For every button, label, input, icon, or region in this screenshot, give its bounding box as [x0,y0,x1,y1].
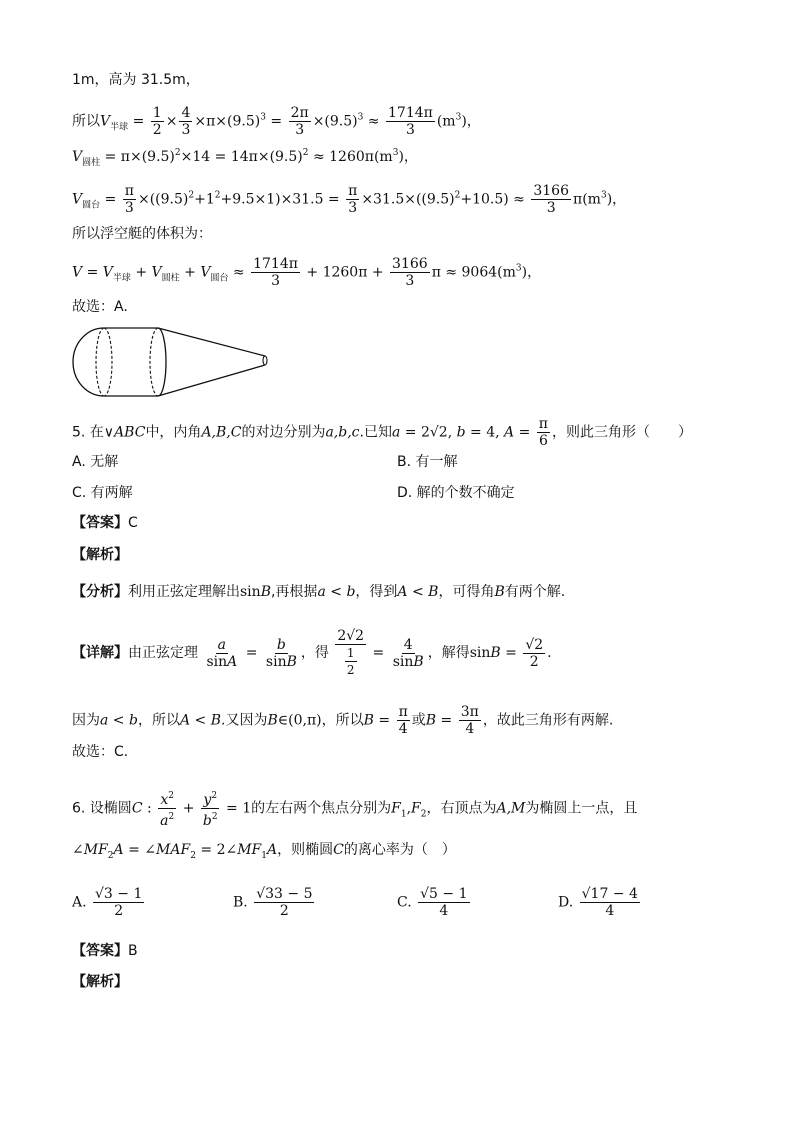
q6-analysis-label: 【解析】 [72,974,128,990]
q5-analysis-label: 【解析】 [72,547,128,563]
q5-answer: 【答案】C [72,515,138,531]
q5-xiangjie: 【详解】由正弦定理 $\frac{a}{\sin A}$ = $\frac{b}{\sin B}$ ，得 $\frac{2√2}{\frac{1}{2}}$ = $\frac{4}{\sin B}$ ，解得sinB = $\frac{√2}{2}$ . [72,628,552,677]
text-total-volume-intro: 所以浮空艇的体积为： [72,226,212,242]
question-5: 5. 在∨ABC中，内角A,B,C的对边分别为a,b,c.已知a = 2√2, b = 4, A = $\frac{\pi}{6}$ ，则此三角形（ ） [72,416,692,449]
q5-option-b: B. 有一解 [397,454,458,470]
q6-option-a: A. $\frac{√3 - 1}{2}$ [72,886,143,919]
q5-fenxi: 【分析】利用正弦定理解出sinB,再根据a < b，得到A < B，可得角B有两个解. [72,584,566,600]
question-6-line-2: $\angle MF_2A$ = $\angle MAF_2$ = $2\angle MF_1A$，则椭圆C的离心率为（ ） [72,842,456,861]
airship-figure [70,324,275,400]
answer-choice-c: 故选：C. [72,744,129,760]
q5-option-d: D. 解的个数不确定 [397,485,515,501]
q6-option-c: C. $\frac{√5 - 1}{4}$ [397,886,468,919]
answer-choice-a: 故选：A. [72,299,128,315]
question-6-line-1: 6. 设椭圆C : $\frac{x^2}{a^2}$ + $\frac{y^2}{b^2}$ = 1的左右两个焦点分别为$F_1,F_2$，右顶点为A,M为椭圆上一点，且 [72,788,637,829]
q5-conclusion: 因为a < b，所以A < B.又因为B∈(0,π)，所以B = $\frac{\pi}{4}$ 或B = $\frac{3\pi}{4}$ ，故此三角形有两解. [72,704,614,737]
q5-option-c: C. 有两解 [72,485,133,501]
formula-cylinder-volume: $V_{圆柱} = \pi\times(9.5)^2\times 14 = 14\pi\times(9.5)^2 \approx 1260\pi(m^3)$， [72,148,418,168]
formula-hemisphere-volume: 所以$V_{半球}$ = $\frac{1}{2}$ × $\frac{4}{3}$ $\times\pi\times(9.5)^3$ = $\frac{2\pi}{3}$ $\times(9.5)^3$ ≈ $\frac{1714\pi}{3}$ $(m^3)$， [72,105,481,138]
q6-option-d: D. $\frac{√17 - 4}{4}$ [558,886,638,919]
q6-answer: 【答案】B [72,943,138,959]
formula-total-volume: $V = V_{半球} + V_{圆柱} + V_{圆台}$ ≈ $\frac{1714\pi}{3}$ + 1260π + $\frac{3166}{3}$ $\pi \approx 9064(m^3)$， [72,256,542,289]
q5-option-a: A. 无解 [72,454,119,470]
q6-option-b: B. $\frac{√33 - 5}{2}$ [233,886,313,919]
formula-frustum-volume: $V_{圆台}$ = $\frac{\pi}{3}$ $\times((9.5)^2+1^2+9.5\times 1)\times 31.5$ = $\frac{\pi}{3}$ $\times 31.5\times((9.5)^2+10.5)$ ≈ $\frac{3166}{3}$ $\pi(m^3)$， [72,183,627,216]
text-line-1: 1m，高为 31.5m， [72,72,200,88]
